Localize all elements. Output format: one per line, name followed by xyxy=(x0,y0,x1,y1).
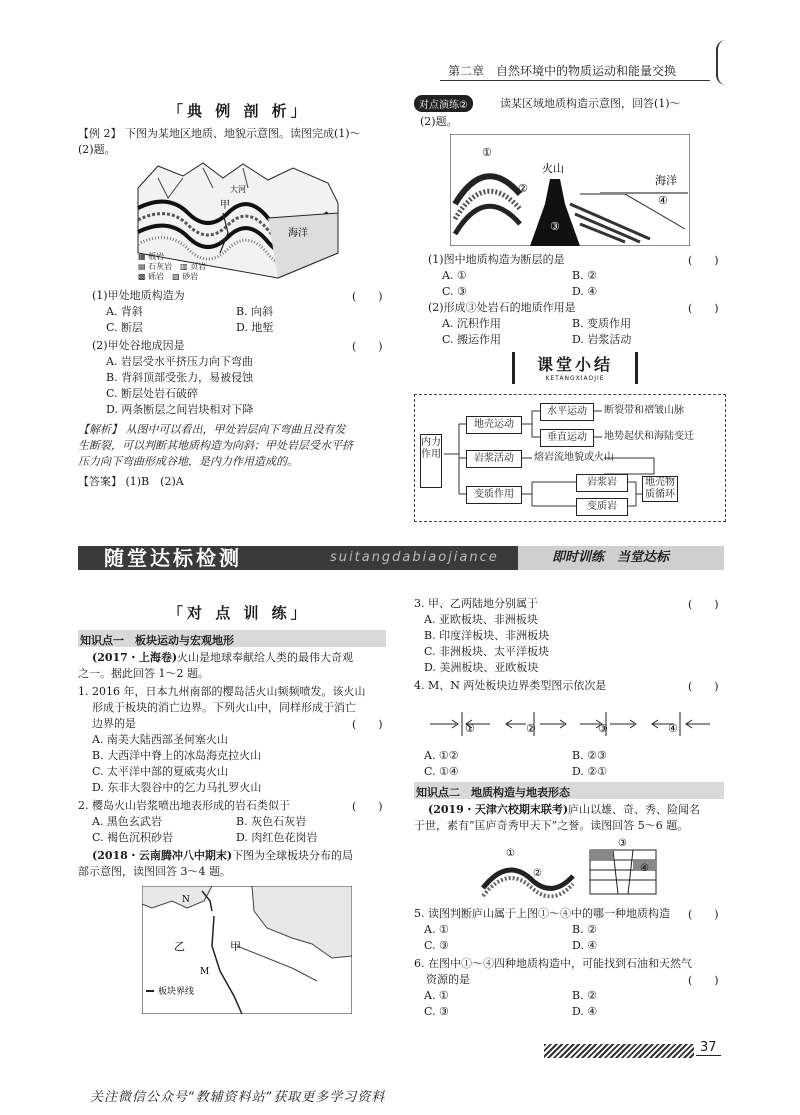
q2-answer-blank[interactable]: ( ) xyxy=(352,800,383,813)
summary-node-magma: 岩浆活动 xyxy=(466,450,522,468)
example-intro: 【例 2】 下图为某地区地质、地貌示意图。读图完成(1)～ xyxy=(78,127,361,140)
example-q1: (1)甲处地质构造为 xyxy=(92,289,185,302)
q6-option-b[interactable]: B. ② xyxy=(572,989,597,1002)
example-q2-option-b[interactable]: B. 背斜顶部受张力，易被侵蚀 xyxy=(106,371,254,384)
summary-node-cycle: 地壳物质循环 xyxy=(642,476,678,502)
q4-option-d[interactable]: D. ②① xyxy=(572,765,608,778)
q6-option-c[interactable]: C. ③ xyxy=(424,1005,449,1018)
q2-option-c[interactable]: C. 褐色沉积砂岩 xyxy=(92,831,174,844)
banner-pinyin: suitangdabiaojiance xyxy=(330,550,499,565)
q5-option-d[interactable]: D. ④ xyxy=(572,939,598,952)
q2-option-a[interactable]: A. 黑色玄武岩 xyxy=(92,815,162,828)
practice2-intro-2: (2)题。 xyxy=(420,115,458,128)
analysis-line-1: 【解析】 从图中可以看出，甲处岩层向下弯曲且没有发 xyxy=(78,423,346,436)
summary-node-crust: 地壳运动 xyxy=(466,416,522,434)
q5-option-a[interactable]: A. ① xyxy=(424,923,449,936)
source3 xyxy=(428,802,700,818)
q4-answer-blank[interactable]: ( ) xyxy=(688,680,719,693)
arrow-label-3: ③ xyxy=(598,722,608,735)
label-sea: 海洋 xyxy=(655,174,677,187)
q1-option-d[interactable]: D. 东非大裂谷中的乞力马扎罗火山 xyxy=(92,781,262,794)
fig-label-2: ② xyxy=(533,868,542,879)
practice2-q2-answer-blank[interactable]: ( ) xyxy=(688,302,719,315)
summary-node-vertical: 垂直运动 xyxy=(540,429,594,447)
example-q2-option-d[interactable]: D. 两条断层之间岩块相对下降 xyxy=(106,403,254,416)
source2-text-2: 部示意图，读图回答 3～4 题。 xyxy=(78,865,231,878)
q5-answer-blank[interactable]: ( ) xyxy=(688,908,719,921)
q4-option-b[interactable]: B. ②③ xyxy=(572,749,607,762)
label-ocean: 海洋 xyxy=(288,228,308,239)
source1-tag: (2017・上海卷) xyxy=(92,651,178,664)
boundary-arrows-diagram xyxy=(430,712,720,740)
training-section-title: 「对 点 训 练」 xyxy=(168,604,310,622)
source1-text-2: 之一。据此回答 1～2 题。 xyxy=(78,667,209,680)
practice2-badge: 对点演练② xyxy=(414,95,473,112)
q6-option-d[interactable]: D. ④ xyxy=(572,1005,598,1018)
example-q2-option-c[interactable]: C. 断层处岩石破碎 xyxy=(106,387,199,400)
q3-stem: 3. 甲、乙两陆地分别属于 xyxy=(414,597,538,610)
fig-label-4: ④ xyxy=(640,863,649,874)
example-q1-answer-blank[interactable]: ( ) xyxy=(352,290,383,303)
source1-text: 火山是地球奉献给人类的最伟大奇观 xyxy=(177,651,354,664)
practice2-q1-option-c[interactable]: C. ③ xyxy=(442,285,467,298)
map-legend-boundary: 板块界线 xyxy=(158,987,195,997)
label-2: ② xyxy=(518,182,528,195)
example-q1-option-a[interactable]: A. 背斜 xyxy=(106,305,143,318)
q1-option-b[interactable]: B. 大西洋中脊上的冰岛海克拉火山 xyxy=(92,749,262,762)
practice2-q1-option-d[interactable]: D. ④ xyxy=(572,285,598,298)
q3-answer-blank[interactable]: ( ) xyxy=(688,598,719,611)
fig-label-3: ③ xyxy=(618,838,627,849)
label-1: ① xyxy=(482,146,492,159)
practice2-q1-answer-blank[interactable]: ( ) xyxy=(688,254,719,267)
example-q1-option-b[interactable]: B. 向斜 xyxy=(236,305,274,318)
banner-title: 随堂达标检测 xyxy=(104,546,242,570)
summary-node-h-result: 断裂带和褶皱山脉 xyxy=(604,405,684,416)
map-label-jia: 甲 xyxy=(230,940,241,953)
source1 xyxy=(92,650,353,666)
summary-node-meta: 变质作用 xyxy=(466,486,522,504)
q5-option-b[interactable]: B. ② xyxy=(572,923,597,936)
legend-sandstone: 砂岩 xyxy=(182,272,199,281)
source2-text: 下图为全球板块分布的局 xyxy=(232,849,354,862)
q2-stem: 2. 樱岛火山岩浆喷出地表形成的岩石类似于 xyxy=(78,799,290,812)
q1-option-c[interactable]: C. 太平洋中部的夏威夷火山 xyxy=(92,765,229,778)
arrow-label-1: ① xyxy=(465,722,475,735)
legend-shale: 页岩 xyxy=(190,262,207,271)
example-q2: (2)甲处谷地成因是 xyxy=(92,339,185,352)
label-jia: 甲 xyxy=(220,200,230,211)
summary-root: 内力作用 xyxy=(420,434,442,488)
label-volcano: 火山 xyxy=(542,162,564,175)
source2-tag: (2018・云南腾冲八中期末) xyxy=(92,849,233,862)
practice2-q2-option-a[interactable]: A. 沉积作用 xyxy=(442,317,501,330)
practice2-q1-option-a[interactable]: A. ① xyxy=(442,269,467,282)
q3-option-d[interactable]: D. 美洲板块、亚欧板块 xyxy=(424,661,539,674)
q5-stem: 5. 读图判断庐山属于上图①～④中的哪一种地质构造 xyxy=(414,907,670,920)
q1-option-a[interactable]: A. 南美大陆西部圣何塞火山 xyxy=(92,733,228,746)
practice2-q2-option-d[interactable]: D. 岩浆活动 xyxy=(572,333,632,346)
map-label-yi: 乙 xyxy=(174,940,185,953)
volcano-structure-diagram xyxy=(450,134,690,246)
page-number: 37 xyxy=(696,1040,721,1056)
kp1-title: 知识点一 板块运动与宏观地形 xyxy=(80,634,234,647)
source3-text: 庐山以雄、奇、秀、险闻名 xyxy=(568,803,701,816)
legend-slate: 板岩 xyxy=(148,252,165,261)
source2 xyxy=(92,848,353,864)
summary-node-v-result: 地势起伏和海陆变迁 xyxy=(604,431,694,442)
practice2-intro: 读某区域地质构造示意图，回答(1)～ xyxy=(500,97,681,110)
summary-node-igneous: 岩浆岩 xyxy=(576,474,628,492)
plate-map xyxy=(142,886,352,1014)
header-rule xyxy=(440,80,710,81)
q3-option-c[interactable]: C. 非洲板块、太平洋板块 xyxy=(424,645,550,658)
example-q2-option-a[interactable]: A. 岩层受水平挤压力向下弯曲 xyxy=(106,355,253,368)
structures-figure xyxy=(478,836,658,898)
q3-option-b[interactable]: B. 印度洋板块、非洲板块 xyxy=(424,629,550,642)
arrow-label-2: ② xyxy=(526,722,536,735)
q3-option-a[interactable]: A. 亚欧板块、非洲板块 xyxy=(424,613,538,626)
page-number-hatch xyxy=(544,1044,694,1058)
summary-title: 课堂小结 xyxy=(536,355,613,374)
analysis-line-2: 生断裂，可以判断其地质构造为向斜；甲处岩层受水平挤 xyxy=(78,439,353,452)
q4-option-c[interactable]: C. ①④ xyxy=(424,765,459,778)
summary-node-horizontal: 水平运动 xyxy=(540,403,594,421)
q6-line-1: 6. 在图中①～④四种地质构造中，可能找到石油和天然气 xyxy=(414,957,692,970)
banner-slogan: 即时训练 当堂达标 xyxy=(552,550,670,565)
q4-stem: 4. M、N 两处板块边界类型图示依次是 xyxy=(414,679,607,692)
q1-line-1: 1. 2016 年，日本九州南部的樱岛活火山频频喷发。该火山 xyxy=(78,685,366,698)
q2-option-d[interactable]: D. 肉红色花岗岩 xyxy=(236,831,318,844)
q5-option-c[interactable]: C. ③ xyxy=(424,939,449,952)
example-section-title: 「典 例 剖 析」 xyxy=(168,102,310,120)
legend-limestone: 石灰岩 xyxy=(148,262,173,271)
practice2-q2: (2)形成③处岩石的地质作用是 xyxy=(428,301,576,314)
example-q1-option-c[interactable]: C. 断层 xyxy=(106,321,144,334)
fig-label-1: ① xyxy=(506,848,515,859)
example-q1-option-d[interactable]: D. 地堑 xyxy=(236,321,274,334)
q1-answer-blank[interactable]: ( ) xyxy=(352,718,383,731)
label-4: ④ xyxy=(658,194,668,207)
map-label-n: N xyxy=(182,895,190,905)
label-dahe: 大河 xyxy=(230,185,246,194)
label-3: ③ xyxy=(550,220,560,233)
arrow-label-4: ④ xyxy=(668,722,678,735)
summary-subtitle: KETANGXIAOJIE xyxy=(545,375,605,382)
source3-text-2: 于世，素有“匡庐奇秀甲天下”之誉。读图回答 5～6 题。 xyxy=(414,819,689,832)
q1-line-3: 边界的是 xyxy=(92,717,136,730)
map-label-m: M xyxy=(200,967,210,977)
legend-conglomerate: 砾岩 xyxy=(148,272,165,281)
q6-option-a[interactable]: A. ① xyxy=(424,989,449,1002)
q6-line-2: 资源的是 xyxy=(426,973,470,986)
summary-node-magma-result: 熔岩流地貌或火山 xyxy=(534,452,614,463)
practice2-q1-option-b[interactable]: B. ② xyxy=(572,269,597,282)
summary-node-metamorphic: 变质岩 xyxy=(576,498,628,516)
practice2-q2-option-b[interactable]: B. 变质作用 xyxy=(572,317,632,330)
summary-title-box xyxy=(512,352,638,384)
diagram-legend: ▦ 板岩 ▤ 石灰岩 ▥ 页岩 ▩ 砾岩 ▧ 砂岩 xyxy=(138,252,207,281)
analysis-line-3: 压力向下弯曲形成谷地，是内力作用造成的。 xyxy=(78,455,298,468)
q1-line-2: 形成于板块的消亡边界。下列火山中，同样形成于消亡 xyxy=(92,701,356,714)
source3-tag: (2019・天津六校期末联考) xyxy=(428,803,569,816)
q4-option-a[interactable]: A. ①② xyxy=(424,749,459,762)
example-q2-answer-blank[interactable]: ( ) xyxy=(352,340,383,353)
example-intro-2: (2)题。 xyxy=(78,143,116,156)
practice2-q1: (1)图中地质构造为断层的是 xyxy=(428,253,565,266)
header-bracket xyxy=(716,40,728,85)
footer-note: 关注微信公众号“教辅资料站”获取更多学习资料 xyxy=(90,1090,386,1105)
kp2-title: 知识点二 地质构造与地表形态 xyxy=(416,786,570,799)
chapter-header: 第二章 自然环境中的物质运动和能量交换 xyxy=(448,64,677,78)
q2-option-b[interactable]: B. 灰色石灰岩 xyxy=(236,815,307,828)
practice2-q2-option-c[interactable]: C. 搬运作用 xyxy=(442,333,502,346)
q6-answer-blank[interactable]: ( ) xyxy=(688,974,719,987)
example-answer: 【答案】 (1)B (2)A xyxy=(78,475,184,488)
